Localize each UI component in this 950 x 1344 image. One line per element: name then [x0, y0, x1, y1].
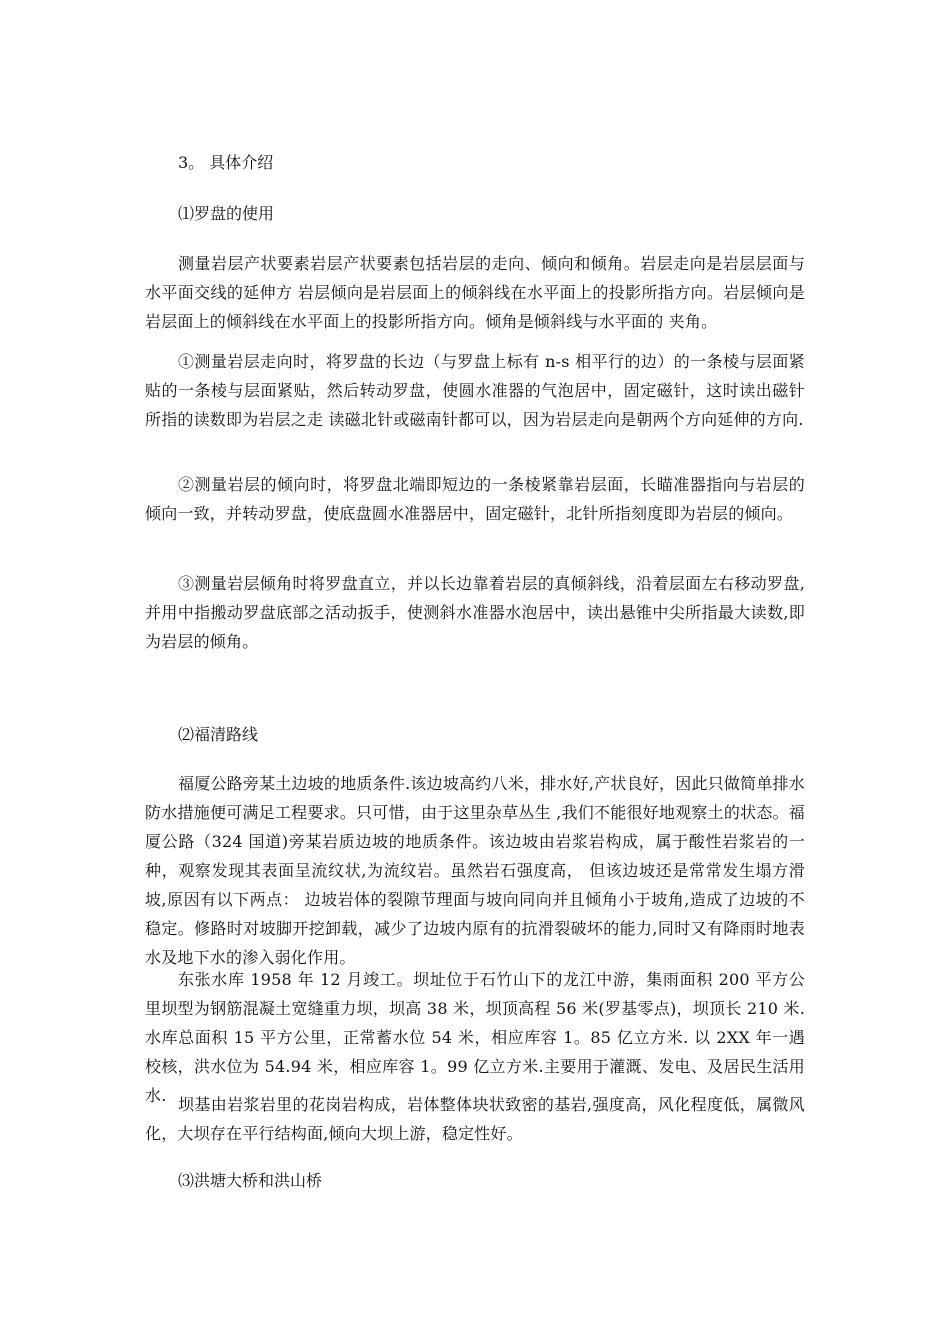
section-heading-compass: ⑴罗盘的使用 [178, 204, 275, 223]
paragraph-attitude-elements: 测量岩层产状要素岩层产状要素包括岩层的走向、倾向和倾角。岩层走向是岩层层面与水平面交线的延伸方 岩层倾向是岩层面上的倾斜线在水平面上的投影所指方向。岩层倾向是岩层面上的倾斜线在水平面上的投影所指方向。倾角是倾斜线与水平面的 夹角。 [145, 254, 805, 331]
paragraph-dongzhang-reservoir: 东张水库 1958 年 12 月竣工。坝址位于石竹山下的龙江中游，集雨面积 200 平方公里坝型为钢筋混凝土宽缝重力坝，坝高 38 米，坝顶高程 56 米(罗基零点)，坝顶长 210 米. 水库总面积 15 平方公里，正常蓄水位 54 米，相应库容 1。85 亿立方米. 以 2XX 年一遇校核，洪水位为 54.94 米，相应库容 1。99 亿立方米.主要用于灌溉、发电、及居民生活用水. [145, 970, 805, 1105]
paragraph-dam-foundation: 坝基由岩浆岩里的花岗岩构成，岩体整体块状致密的基岩,强度高，风化程度低，属微风化，大坝存在平行结构面,倾向大坝上游，稳定性好。 [145, 1095, 805, 1143]
section-heading-fuqing-route: ⑵福清路线 [178, 725, 259, 744]
paragraph-measure-strike: ①测量岩层走向时，将罗盘的长边（与罗盘上标有 n-s 相平行的边）的一条棱与层面紧贴的一条棱与层面紧贴，然后转动罗盘，使圆水准器的气泡居中，固定磁针，这时读出磁针所指的读数即为岩层之走 读磁北针或磁南针都可以，因为岩层走向是朝两个方向延伸的方向. [145, 352, 805, 429]
paragraph-measure-dip-direction: ②测量岩层的倾向时，将罗盘北端即短边的一条棱紧靠岩层面，长瞄准器指向与岩层的倾向一致，并转动罗盘，使底盘圆水准器居中，固定磁针，北针所指刻度即为岩层的倾向。 [145, 475, 805, 523]
paragraph-slope-geology: 福厦公路旁某土边坡的地质条件.该边坡高约八米，排水好,产状良好，因此只做简单排水防水措施便可满足工程要求。只可惜，由于这里杂草丛生 ,我们不能很好地观察土的状态。福厦公路（324 国道)旁某岩质边坡的地质条件。该边坡由岩浆岩构成，属于酸性岩浆岩的一种，观察发现其表面呈流纹状,为流纹岩。虽然岩石强度高， 但该边坡还是常常发生塌方滑坡,原因有以下两点： 边坡岩体的裂隙节理面与坡向同向并且倾角小于坡角,造成了边坡的不稳定。修路时对坡脚开挖卸载，减少了边坡内原有的抗滑裂破坏的能力,同时又有降雨时地表水及地下水的渗入弱化作用。 [145, 774, 805, 967]
section-heading-bridges: ⑶洪塘大桥和洪山桥 [178, 1171, 323, 1190]
section-heading-intro: 3。 具体介绍 [178, 153, 274, 172]
paragraph-measure-dip-angle: ③测量岩层倾角时将罗盘直立，并以长边靠着岩层的真倾斜线，沿着层面左右移动罗盘,并用中指搬动罗盘底部之活动扳手，使测斜水准器水泡居中，读出悬锥中尖所指最大读数,即为岩层的倾角。 [145, 574, 805, 651]
